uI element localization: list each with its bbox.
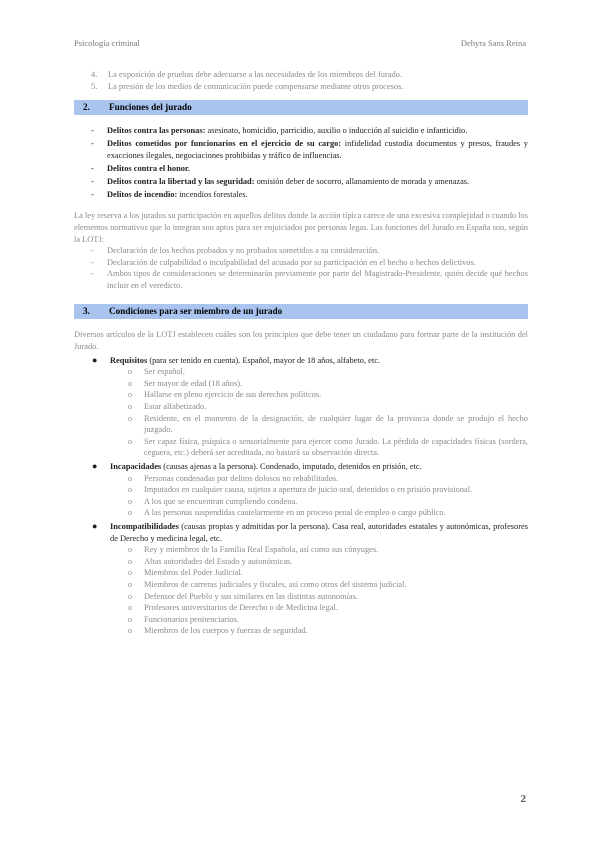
list-item: ● Incompatibilidades (causas propias y admitidas por la persona). Casa real, autoridades estatales y autonómicas, profesores de Derecho y medicina legal, etc. o Rey y miembros de la Familia Real Española, así como sus cónyuges. o Altas autoridades del Estado y autonómicas. o Miembros del Poder Judicial. o Miembros de carreras judiciales y fiscales, así como otros del sistema judicial. o Defensor del Pueblo y sus similares en las distintas autonomías. o Profesores universitarios de Derecho o de Medicina legal. o Funcionarios penitenciarios. o Miembros de los cuerpos y fuerzas de seguridad. (92, 520, 528, 636)
bullet-icon: ● (92, 354, 98, 365)
list-item: - Declaración de culpabilidad o inculpabilidad del acusado por su participación en el hecho o hechos delictivos. (91, 257, 476, 267)
list-item: ● Incapacidades (causas ajenas a la persona). Condenado, imputado, detenidos en prisión, etc. o Personas condenadas por delitos dolosos no rehabilitados. o Imputados en cualquier causa, sujetos a apertura de juicio oral, detenidos o en prisión provisional. o A los que se encuentran cumpliendo condena. o A las personas suspendidas cautelarmente en un proceso penal de empleo o cargo público. (74, 461, 528, 519)
list-item: o Miembros de carreras judiciales y fiscales, así como otros del sistema judicial. (128, 579, 407, 589)
bullet-icon: ● (92, 461, 98, 471)
list-item: o Estar alfabetizado. (128, 402, 207, 412)
list-item: - Ambos tipos de consideraciones se determinarán previamente por parte del Magistrado-Presidente, quién decide qué hechos incluir en el veredicto. (91, 269, 528, 290)
bullet-icon: ● (92, 520, 98, 531)
list-item: o Imputados en cualquier causa, sujetos a apertura de juicio oral, detenidos o en prisión provisional. (128, 485, 473, 495)
list-item: o A las personas suspendidas cautelarmente en un proceso penal de empleo o cargo público. (128, 508, 446, 518)
list-item: o Rey y miembros de la Familia Real Española, así como sus cónyuges. (128, 545, 379, 555)
section-heading: 2. Funciones del jurado (74, 100, 528, 115)
crimes-list (74, 125, 528, 200)
list-item: o Ser capaz física, psíquica o sensorialmente para ejercer como Jurado. La pérdida de capacidades físicas (sordera, ceguera, etc.) deberá ser acreditada, no bastará su observación directa. (128, 436, 528, 458)
sub-list (110, 544, 528, 637)
list-item: 4. La exposición de pruebas debe adecuarse a las necesidades de los miembros del Jurado. (91, 70, 402, 79)
header-right: Dehyra Sans Reina (460, 38, 526, 48)
list-item: o Ser mayor de edad (18 años). (128, 378, 243, 388)
list-item: o Personas condenadas por delitos dolosos no rehabilitados. (128, 473, 339, 483)
list-item: - Delitos contra la libertad y las seguridad: omisión deber de socorro, allanamiento de morada y amenazas. (91, 176, 470, 186)
list-item: o Ser español. (128, 367, 185, 377)
page-number: 2 (520, 793, 526, 805)
list-item: ● Requisitos (para ser tenido en cuenta). Español, mayor de 18 años, alfabeto, etc. o Ser español. o Ser mayor de edad (18 años). o Hallarse en pleno ejercicio de sus derechos políticos. o Estar alfabetizado. o Residente, en el momento de la designación, de cualquier lugar de la provincia donde se produjo el hecho juzgado. o Ser capaz física, psíquica o sensorialmente para ejercer como Jurado. La pérdida de capacidades físicas (sordera, ceguera, etc.) deberá ser acreditada, no bastará su observación directa. (92, 354, 528, 458)
header-left: Psicología criminal (74, 38, 140, 48)
list-item: - Delitos contra las personas: asesinato, homicidio, parricidio, auxilio o inducción al suicidio e infanticidio. (91, 126, 468, 136)
page-content (74, 69, 528, 639)
conditions-list (74, 355, 528, 637)
list-item: o Hallarse en pleno ejercicio de sus derechos políticos. (128, 390, 322, 400)
sub-list (110, 473, 528, 519)
list-item: o A los que se encuentran cumpliendo condena. (128, 496, 298, 506)
list-item: - Delitos de incendio: incendios forestales. (91, 189, 248, 199)
list-item: o Altas autoridades del Estado y autonómicas. (128, 556, 293, 566)
paragraph: La ley reserva a los jurados su participación en aquellos delitos donde la acción típica carece de una excesiva complejidad o cuando los elementos normativos que lo integran son aptos para ser enjuiciados por personas legas. Las funciones del Jurado en España son, según la LOTJ: (74, 211, 528, 244)
list-item: o Funcionarios penitenciarios. (128, 614, 239, 624)
functions-list (74, 245, 528, 291)
section-heading: 3. Condiciones para ser miembro de un jurado (74, 304, 528, 319)
sub-list (110, 366, 528, 459)
list-item: o Miembros de los cuerpos y fuerzas de seguridad. (128, 626, 308, 636)
paragraph: Diversos artículos de la LOTJ establecen cuáles son los principios que debe tener un ciudadano para formar parte de la institución del Jurado. (74, 330, 528, 352)
list-item: - Delitos contra el honor. (91, 163, 190, 173)
list-item: - Delitos cometidos por funcionarios en el ejercicio de su cargo: infidelidad custodia documentos y presos, fraudes y exacciones ilegales, negociaciones prohibidas y tráfico de influencias. (91, 139, 528, 160)
list-item: o Profesores universitarios de Derecho o de Medicina legal. (128, 603, 338, 613)
numbered-list (74, 69, 528, 92)
list-item: - Declaración de los hechos probados y no probados sometidos a su consideración. (91, 246, 380, 256)
list-item: 5. La presión de los medios de comunicación puede compensarse mediante otros procesos. (91, 81, 404, 91)
list-item: o Miembros del Poder Judicial. (128, 568, 243, 578)
list-item: o Residente, en el momento de la designación, de cualquier lugar de la provincia donde se produjo el hecho juzgado. (128, 413, 528, 435)
list-item: o Defensor del Pueblo y sus similares en las distintas autonomías. (128, 591, 358, 601)
